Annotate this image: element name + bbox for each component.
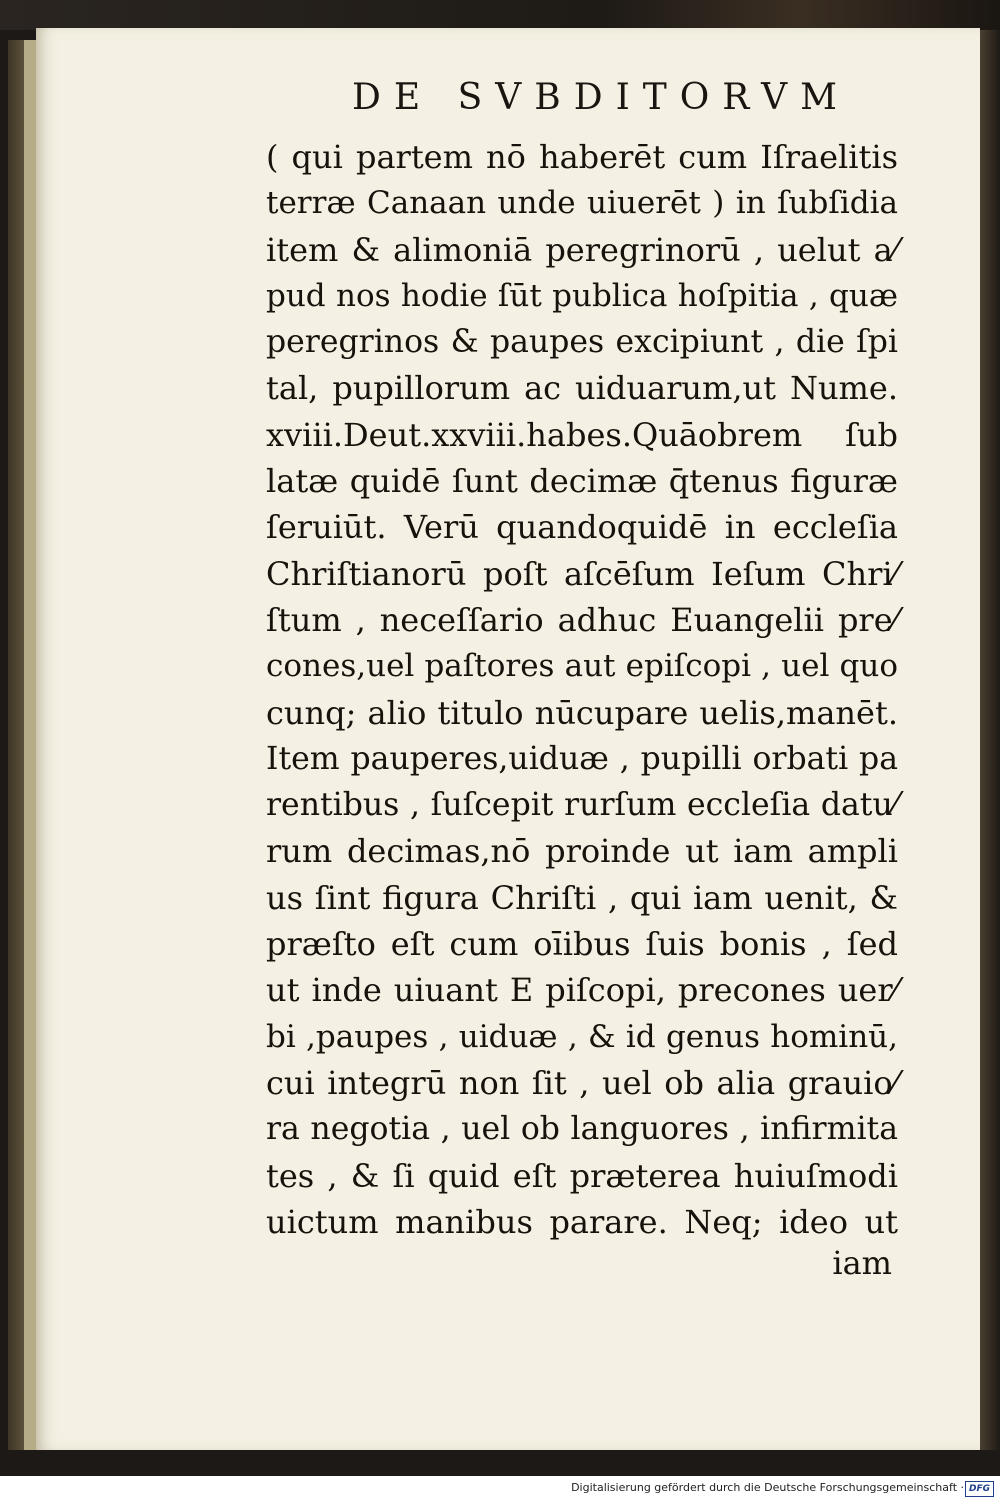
funding-credit: Digitalisierung gefördert durch die Deutsche Forschungsgemeinschaft · bbox=[571, 1481, 964, 1494]
text-line: us ſint figura Chriſti , qui iam uenit, & bbox=[266, 878, 898, 917]
text-line: ſeruiūt. Verū quandoquidē in eccleſia bbox=[266, 508, 898, 547]
text-line: Chriſtianorū poſt aſcēſum Ieſum Chri⁄ bbox=[266, 554, 898, 593]
text-line: xviii.Deut.xxviii.habes.Quāobrem ſub bbox=[266, 415, 898, 454]
text-line: ra negotia , uel ob languores , infirmita bbox=[266, 1111, 898, 1148]
text-line: ( qui partem nō haberēt cum Iſraelitis bbox=[266, 138, 898, 176]
text-line: tal, pupillorum ac uiduarum,ut Nume. bbox=[266, 369, 898, 408]
text-line: rum decimas,nō proinde ut iam ampli bbox=[266, 832, 898, 871]
text-line: ut inde uiuant E piſcopi, precones uer⁄ bbox=[266, 971, 898, 1010]
text-line: Item pauperes,uiduæ , pupilli orbati pa bbox=[266, 740, 898, 777]
text-line: item & alimoniā peregrinorū , uelut a⁄ bbox=[266, 230, 898, 269]
book-top-edge bbox=[0, 0, 1000, 30]
book-fore-edge bbox=[980, 30, 1000, 1450]
running-head: DE SVBDITORVM bbox=[352, 77, 850, 118]
text-line: præſto eſt cum oīibus ſuis bonis , ſed bbox=[266, 925, 898, 964]
catchword: iam bbox=[832, 1244, 892, 1282]
text-line: bi ,paupes , uiduæ , & id genus hominū, bbox=[266, 1018, 898, 1055]
catchword-area bbox=[266, 1240, 898, 1286]
text-line: uictum manibus parare. Neq; ideo ut bbox=[266, 1202, 898, 1241]
text-line: cui integrū non ſit , uel ob alia grauio⁄ bbox=[266, 1063, 898, 1102]
text-line: latæ quidē ſunt decimæ q̄tenus figuræ bbox=[266, 462, 898, 501]
text-line: tes , & ſi quid eſt præterea huiuſmodi bbox=[266, 1156, 898, 1195]
text-line: terræ Canaan unde uiuerēt ) in ſubſidia bbox=[266, 185, 898, 222]
text-line: pud nos hodie ſūt publica hoſpitia , quæ bbox=[266, 277, 898, 314]
dfg-logo: DFG bbox=[965, 1481, 994, 1497]
text-line: rentibus , ſuſcepit rurſum eccleſia datu⁄ bbox=[266, 787, 898, 824]
text-line: ſtum , neceſſario adhuc Euangelii pre⁄ bbox=[266, 600, 898, 639]
text-line: cunq; alio titulo nūcupare uelis,manēt. bbox=[266, 693, 898, 732]
body-text bbox=[266, 134, 898, 1245]
text-line: peregrinos & paupes excipiunt , die ſpi bbox=[266, 324, 898, 361]
text-line: cones,uel paſtores aut epiſcopi , uel quo bbox=[266, 648, 898, 685]
